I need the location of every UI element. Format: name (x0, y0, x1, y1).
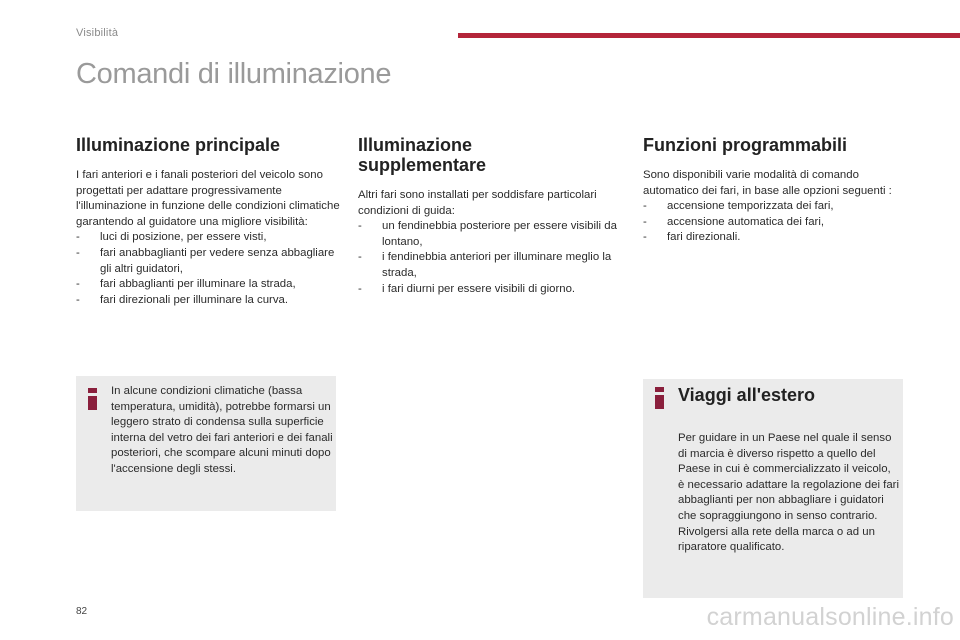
column-main-lighting (76, 135, 344, 308)
supplementary-lighting-intro: Altri fari sono installati per soddisfare particolari condizioni di guida: (358, 189, 597, 217)
column-programmable-functions (643, 135, 911, 246)
page-number: 82 (76, 606, 88, 617)
list-item: - luci di posizione, per essere visti, (76, 230, 344, 246)
main-lighting-intro: I fari anteriori e i fanali posteriori del veicolo sono progettati per adattare progressivamente l'illuminazione in funzione delle condizioni climatiche garantendo al guidatore una migliore visibilità: (76, 169, 340, 228)
heading-main-lighting: Illuminazione principale (76, 135, 281, 155)
condensation-info-box (76, 376, 336, 511)
header-rule (458, 33, 960, 38)
list-item: - i fari diurni per essere visibili di giorno. (358, 282, 626, 298)
info-icon (655, 387, 664, 409)
programmable-functions-list (643, 199, 911, 246)
supplementary-lighting-list (358, 219, 626, 297)
main-lighting-list (76, 230, 344, 308)
page-title: Comandi di illuminazione (76, 58, 392, 90)
condensation-info-text: In alcune condizioni climatiche (bassa temperatura, umidità), potrebbe formarsi un leggero strato di condensa sulla superficie interna del vetro dei fari anteriori e dei fanali posteriori, che scompare alcuni minuti dopo l'accensione degli stessi. (111, 385, 333, 475)
column-supplementary-lighting (358, 135, 626, 297)
travel-abroad-heading: Viaggi all'estero (678, 385, 816, 405)
watermark: carmanualsonline.info (706, 603, 954, 631)
list-item: - i fendinebbia anteriori per illuminare meglio la strada, (358, 250, 626, 281)
list-item: - accensione temporizzata dei fari, (643, 199, 911, 215)
info-icon (88, 388, 97, 410)
programmable-functions-intro: Sono disponibili varie modalità di comando automatico dei fari, in base alle opzioni seguenti : (643, 169, 892, 197)
travel-abroad-text (678, 431, 900, 556)
section-label: Visibilità (76, 27, 119, 39)
travel-abroad-text-2: Rivolgersi alla rete della marca o ad un riparatore qualificato. (678, 525, 875, 554)
heading-line: supplementare (358, 155, 487, 175)
travel-abroad-text-1: Per guidare in un Paese nel quale il senso di marcia è diverso rispetto a quello del Paese in cui è commercializzato il veicolo, è necessario adattare la regolazione dei fari abbaglianti per non abbagliare i guidatori che sopraggiungono in senso contrario. (678, 432, 899, 522)
heading-programmable-functions: Funzioni programmabili (643, 135, 848, 155)
list-item: - fari direzionali per illuminare la curva. (76, 293, 344, 309)
travel-abroad-info-box (643, 379, 903, 598)
heading-line: Illuminazione (358, 135, 473, 155)
list-item: - fari abbaglianti per illuminare la strada, (76, 277, 344, 293)
heading-supplementary-lighting (358, 135, 626, 175)
list-item: - un fendinebbia posteriore per essere visibili da lontano, (358, 219, 626, 250)
list-item: - fari anabbaglianti per vedere senza abbagliare gli altri guidatori, (76, 246, 344, 277)
list-item: - fari direzionali. (643, 230, 911, 246)
list-item: - accensione automatica dei fari, (643, 215, 911, 231)
